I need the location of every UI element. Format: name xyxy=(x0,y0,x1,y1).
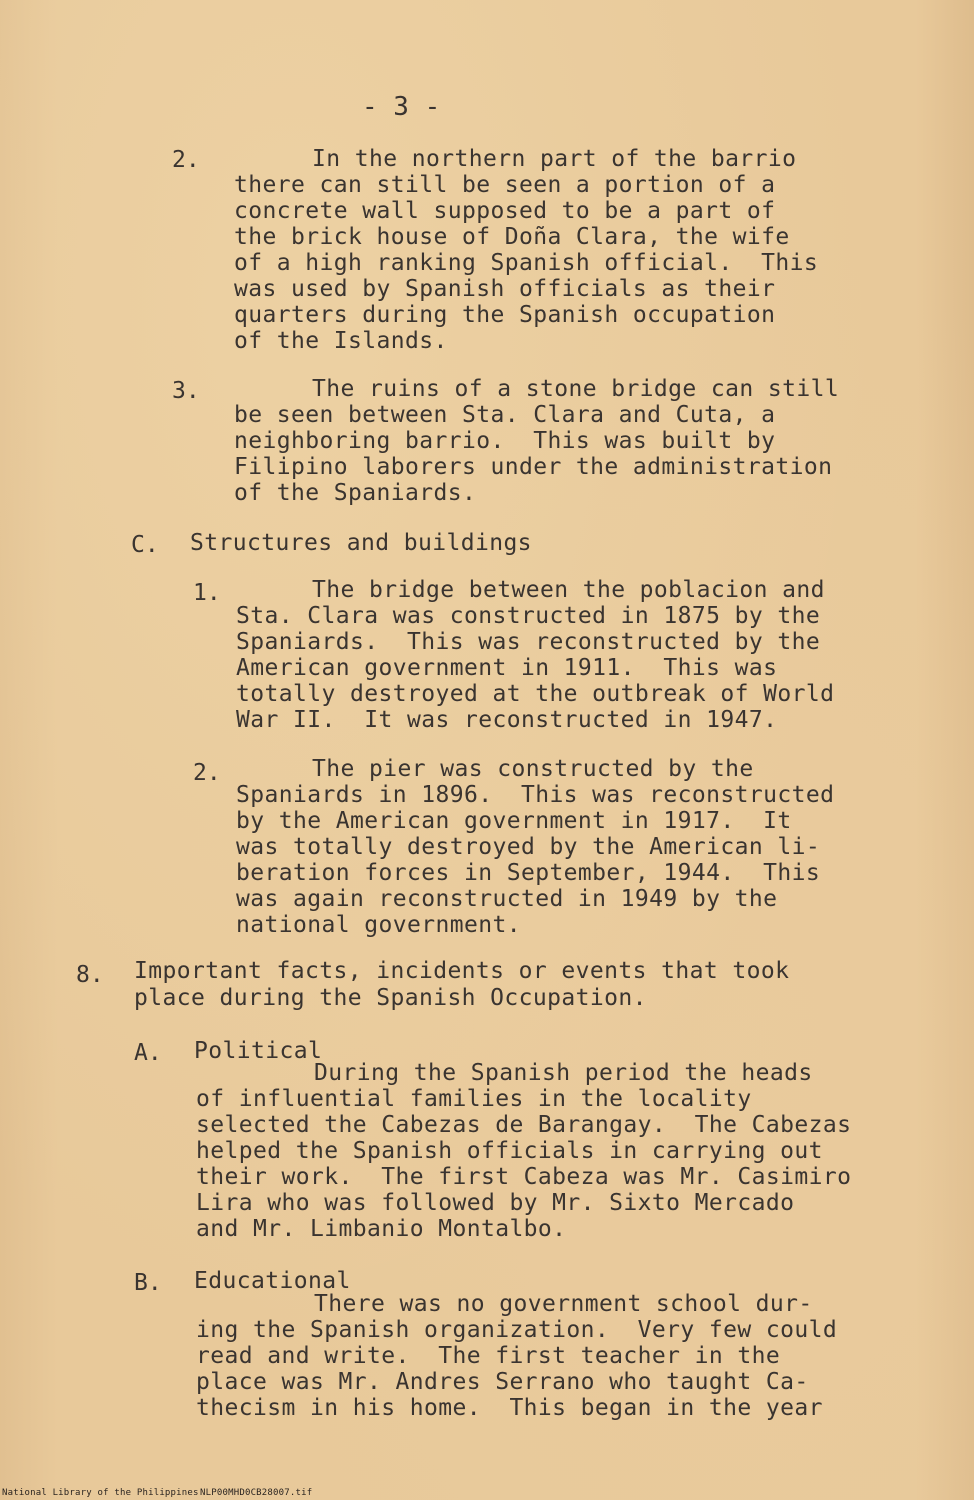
item-3-line: The ruins of a stone bridge can still xyxy=(312,376,840,402)
section-c-item-2-line: The pier was constructed by the xyxy=(312,756,754,782)
section-c-item-2-line: national government. xyxy=(236,912,521,938)
item-3-line: neighboring barrio. This was built by xyxy=(234,428,776,454)
section-c-item-1-line: totally destroyed at the outbreak of World xyxy=(236,681,835,707)
section-c-item-1-line: War II. It was reconstructed in 1947. xyxy=(236,707,778,733)
item-8-line: Important facts, incidents or events that took xyxy=(134,958,790,984)
item-2-line: of a high ranking Spanish official. This xyxy=(234,250,819,276)
section-a-label: A. xyxy=(134,1040,162,1066)
item-3-label: 3. xyxy=(172,378,200,404)
item-3-line: of the Spaniards. xyxy=(234,480,477,506)
section-b-heading: Educational xyxy=(194,1268,351,1294)
section-c-item-1-line: Spaniards. This was reconstructed by the xyxy=(236,629,821,655)
section-c-heading: Structures and buildings xyxy=(190,530,532,556)
section-a-line: of influential families in the locality xyxy=(196,1086,752,1112)
item-3-line: Filipino laborers under the administration xyxy=(234,454,833,480)
item-2-line: the brick house of Doña Clara, the wife xyxy=(234,224,790,250)
section-a-line: helped the Spanish officials in carrying out xyxy=(196,1138,823,1164)
item-2-line: In the northern part of the barrio xyxy=(312,146,797,172)
section-a-line: During the Spanish period the heads xyxy=(314,1060,813,1086)
section-c-item-2-line: Spaniards in 1896. This was reconstructed xyxy=(236,782,835,808)
item-8-label: 8. xyxy=(76,962,104,988)
section-b-line: thecism in his home. This began in the year xyxy=(196,1395,823,1421)
item-2-line: was used by Spanish officials as their xyxy=(234,276,776,302)
item-2-line: concrete wall supposed to be a part of xyxy=(234,198,776,224)
section-c-item-1-label: 1. xyxy=(193,580,221,606)
page-number: - 3 - xyxy=(362,92,441,122)
section-c-item-2-line: was again reconstructed in 1949 by the xyxy=(236,886,778,912)
item-2-label: 2. xyxy=(172,147,200,173)
section-b-line: ing the Spanish organization. Very few could xyxy=(196,1317,838,1343)
section-c-item-2-line: by the American government in 1917. It xyxy=(236,808,792,834)
section-c-label: C. xyxy=(131,532,159,558)
section-c-item-2-label: 2. xyxy=(193,760,221,786)
section-b-line: place was Mr. Andres Serrano who taught Ca- xyxy=(196,1369,809,1395)
section-c-item-1-line: Sta. Clara was constructed in 1875 by the xyxy=(236,603,821,629)
section-b-label: B. xyxy=(134,1270,162,1296)
item-2-line: there can still be seen a portion of a xyxy=(234,172,776,198)
section-a-line: their work. The first Cabeza was Mr. Casimiro xyxy=(196,1164,852,1190)
footer-filename: NLP00MHD0CB28007.tif xyxy=(200,1488,313,1498)
item-3-line: be seen between Sta. Clara and Cuta, a xyxy=(234,402,776,428)
section-c-item-1-line: The bridge between the poblacion and xyxy=(312,577,825,603)
section-c-item-2-line: was totally destroyed by the American li- xyxy=(236,834,821,860)
item-2-line: quarters during the Spanish occupation xyxy=(234,302,776,328)
section-a-heading: Political xyxy=(194,1038,323,1064)
section-a-line: Lira who was followed by Mr. Sixto Mercado xyxy=(196,1190,795,1216)
item-2-line: of the Islands. xyxy=(234,328,448,354)
section-b-line: read and write. The first teacher in the xyxy=(196,1343,781,1369)
section-a-line: and Mr. Limbanio Montalbo. xyxy=(196,1216,567,1242)
section-b-line: There was no government school dur- xyxy=(314,1291,813,1317)
item-8-line: place during the Spanish Occupation. xyxy=(134,985,647,1011)
section-a-line: selected the Cabezas de Barangay. The Cabezas xyxy=(196,1112,852,1138)
section-c-item-2-line: beration forces in September, 1944. This xyxy=(236,860,821,886)
section-c-item-1-line: American government in 1911. This was xyxy=(236,655,778,681)
footer-library-name: National Library of the Philippines xyxy=(2,1488,199,1498)
